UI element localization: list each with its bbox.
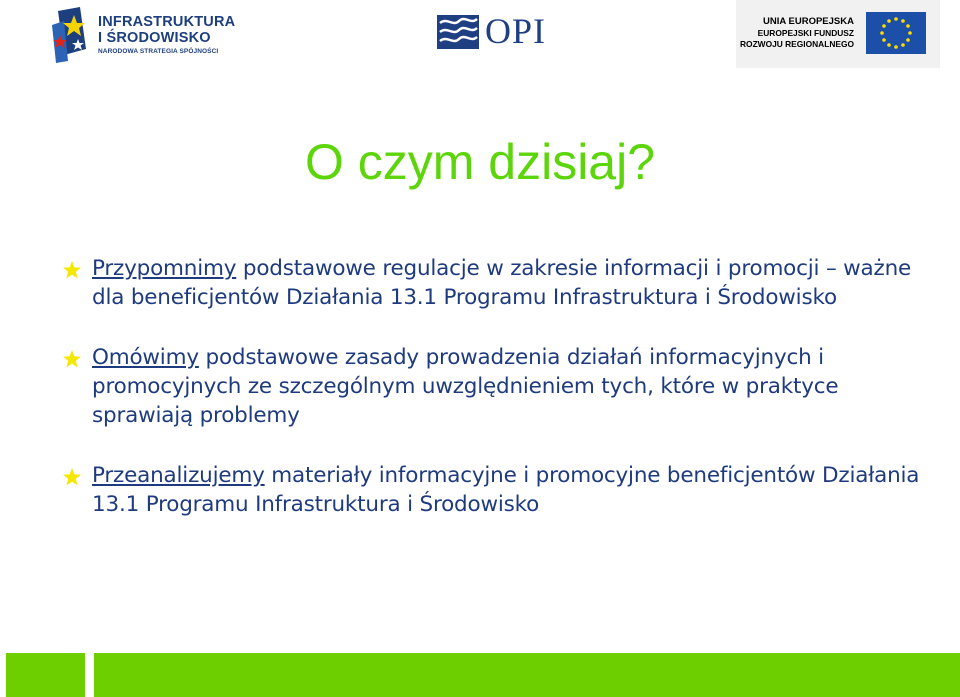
star-icon — [62, 260, 82, 280]
logo-left-line3: NARODOWA STRATEGIA SPÓJNOŚCI — [98, 48, 219, 55]
bullet-3-text: materiały informacyjne i promocyjne beneficjentów Działania 13.1 Programu Infrastruktura i Środowisko — [92, 463, 920, 517]
logo-eu-line3: ROZWOJU REGIONALNEGO — [740, 38, 854, 49]
logo-infrastruktura-srodowisko — [50, 5, 240, 65]
bullet-1-text: podstawowe regulacje w zakresie informacji i promocji – ważne dla beneficjentów Działania 13.1 Programu Infrastruktura i Środowisko — [92, 256, 912, 310]
logo-eu-line1: UNIA EUROPEJSKA — [763, 16, 854, 27]
opi-emblem-icon — [437, 15, 479, 49]
logo-opi — [437, 13, 567, 53]
footer-bar-right-segment — [94, 653, 960, 697]
eu-flag-icon — [866, 12, 926, 54]
bullet-2-text: podstawowe zasady prowadzenia działań informacyjnych i promocyjnych ze szczególnym uwzględnieniem tych, które w praktyce sprawiają problemy — [92, 345, 839, 428]
bullet-item-2 — [62, 343, 942, 430]
slide-title: O czym dzisiaj? — [304, 134, 656, 190]
logo-eu — [736, 0, 940, 68]
logo-opi-text: OPI — [485, 11, 547, 51]
star-icon — [62, 467, 82, 487]
bullet-2-lead: Omówimy — [92, 345, 199, 370]
logo-left-line2: I ŚRODOWISKO — [98, 30, 211, 46]
bullet-3-lead: Przeanalizujemy — [92, 463, 265, 488]
logo-eu-line2: EUROPEJSKI FUNDUSZ — [757, 28, 854, 38]
header-logos — [0, 0, 960, 70]
bullet-item-1 — [62, 254, 942, 312]
bullet-list — [62, 254, 942, 519]
star-icon — [62, 349, 82, 369]
logo-left-line1: INFRASTRUKTURA — [98, 14, 236, 30]
footer-bar-left-segment — [6, 653, 85, 697]
stars-cluster-icon — [50, 5, 94, 63]
bullet-1-lead: Przypomnimy — [92, 256, 237, 281]
footer-bar — [0, 650, 960, 697]
bullet-item-3 — [62, 461, 942, 519]
